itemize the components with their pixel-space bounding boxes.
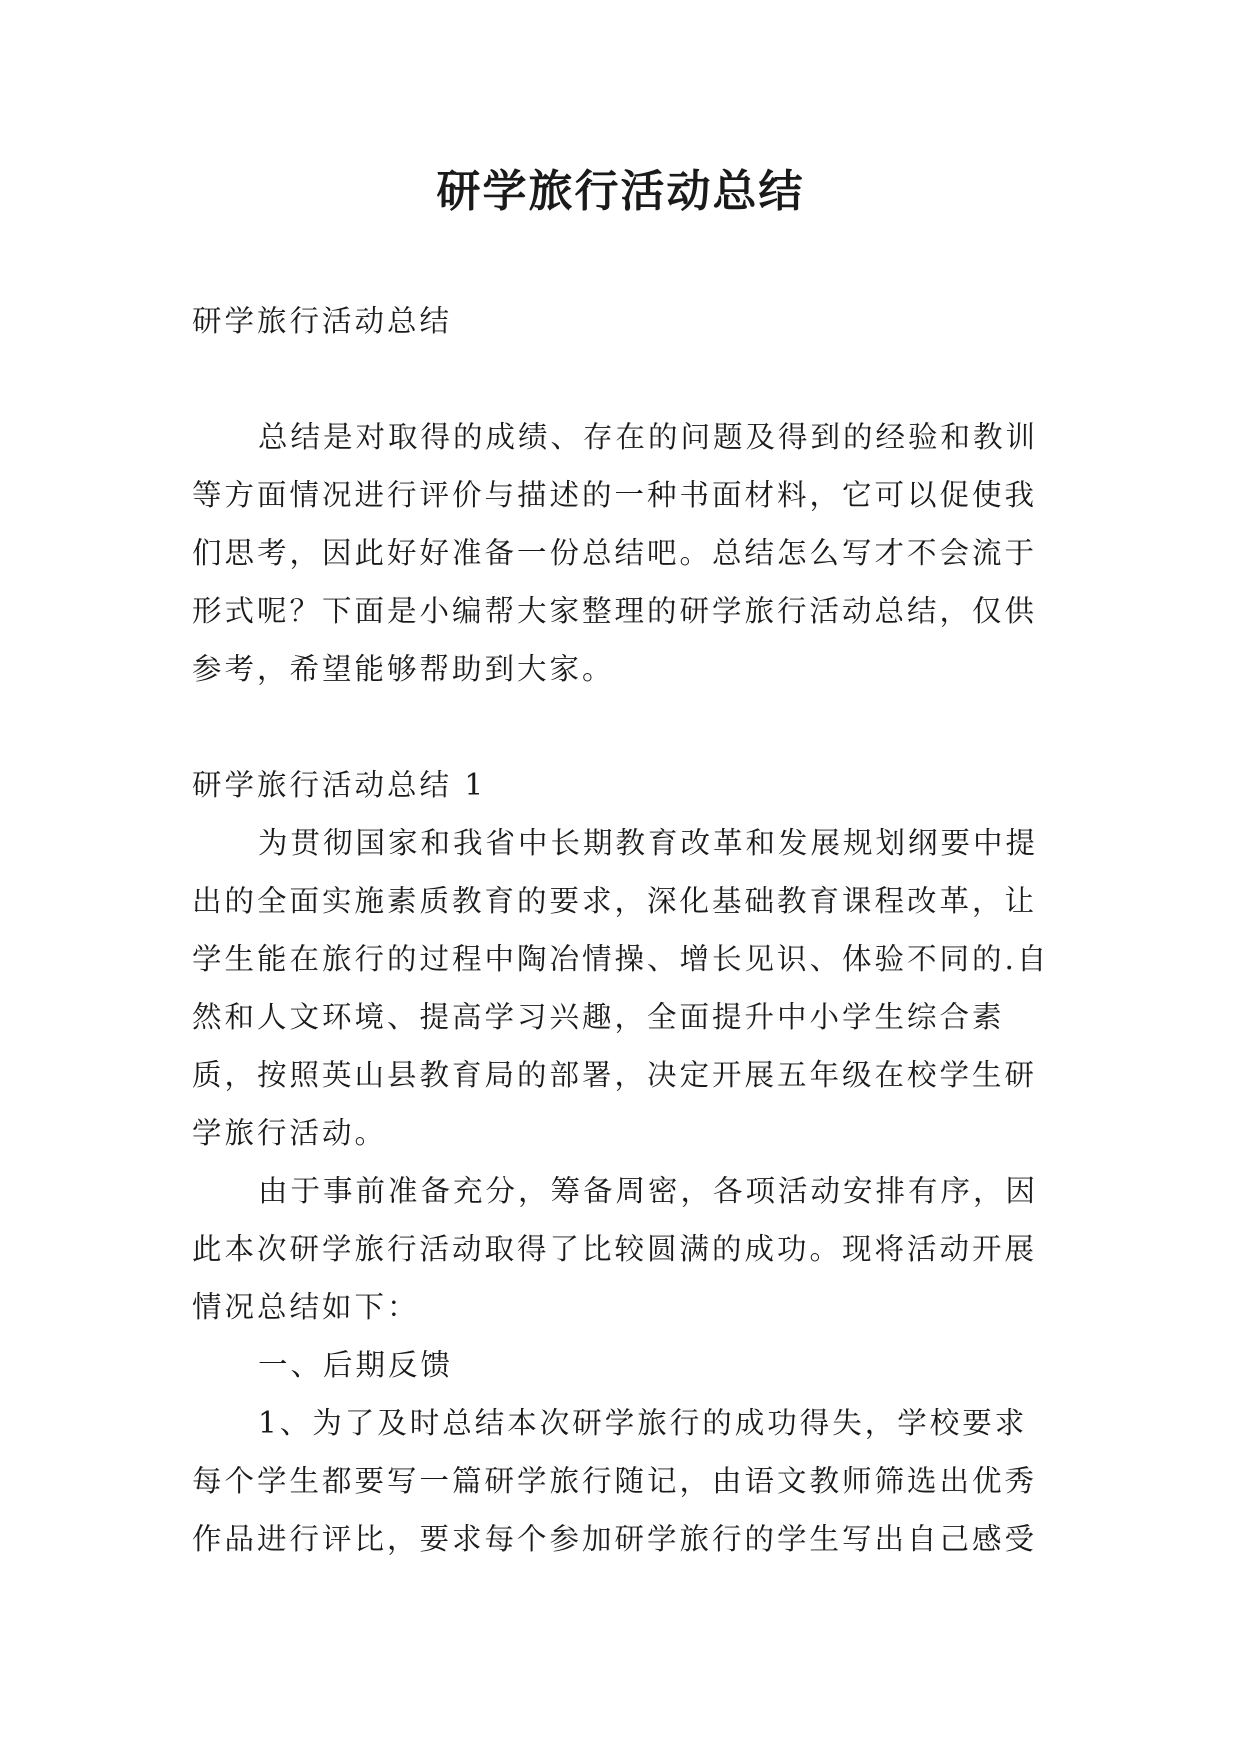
subheading-feedback: 一、后期反馈	[258, 1348, 454, 1382]
body-paragraph-1: 为贯彻国家和我省中长期教育改革和发展规划纲要中提出的全面实施素质教育的要求，深化基础教育课程改革，让学生能在旅行的过程中陶冶情操、增长见识、体验不同的.自然和人文环境、提高学习兴趣，全面提升中小学生综合素质，按照英山县教育局的部署，决定开展五年级在校学生研学旅行活动。	[192, 826, 1050, 1150]
section-heading: 研学旅行活动总结 1	[192, 768, 487, 802]
body-paragraph-2: 由于事前准备充分，筹备周密，各项活动安排有序，因此本次研学旅行活动取得了比较圆满的成功。现将活动开展情况总结如下：	[192, 1174, 1039, 1324]
document-title: 研学旅行活动总结	[436, 166, 805, 217]
body-paragraph-3: 1、为了及时总结本次研学旅行的成功得失，学校要求每个学生都要写一篇研学旅行随记，由语文教师筛选出优秀作品进行评比，要求每个参加研学旅行的学生写出自己感受	[192, 1406, 1038, 1556]
intro-paragraph: 总结是对取得的成绩、存在的问题及得到的经验和教训等方面情况进行评价与描述的一种书面材料，它可以促使我们思考，因此好好准备一份总结吧。总结怎么写才不会流于形式呢？下面是小编帮大家整理的研学旅行活动总结，仅供参考，希望能够帮助到大家。	[192, 420, 1039, 686]
document-body	[192, 292, 1052, 1568]
document-subtitle: 研学旅行活动总结	[192, 304, 453, 338]
